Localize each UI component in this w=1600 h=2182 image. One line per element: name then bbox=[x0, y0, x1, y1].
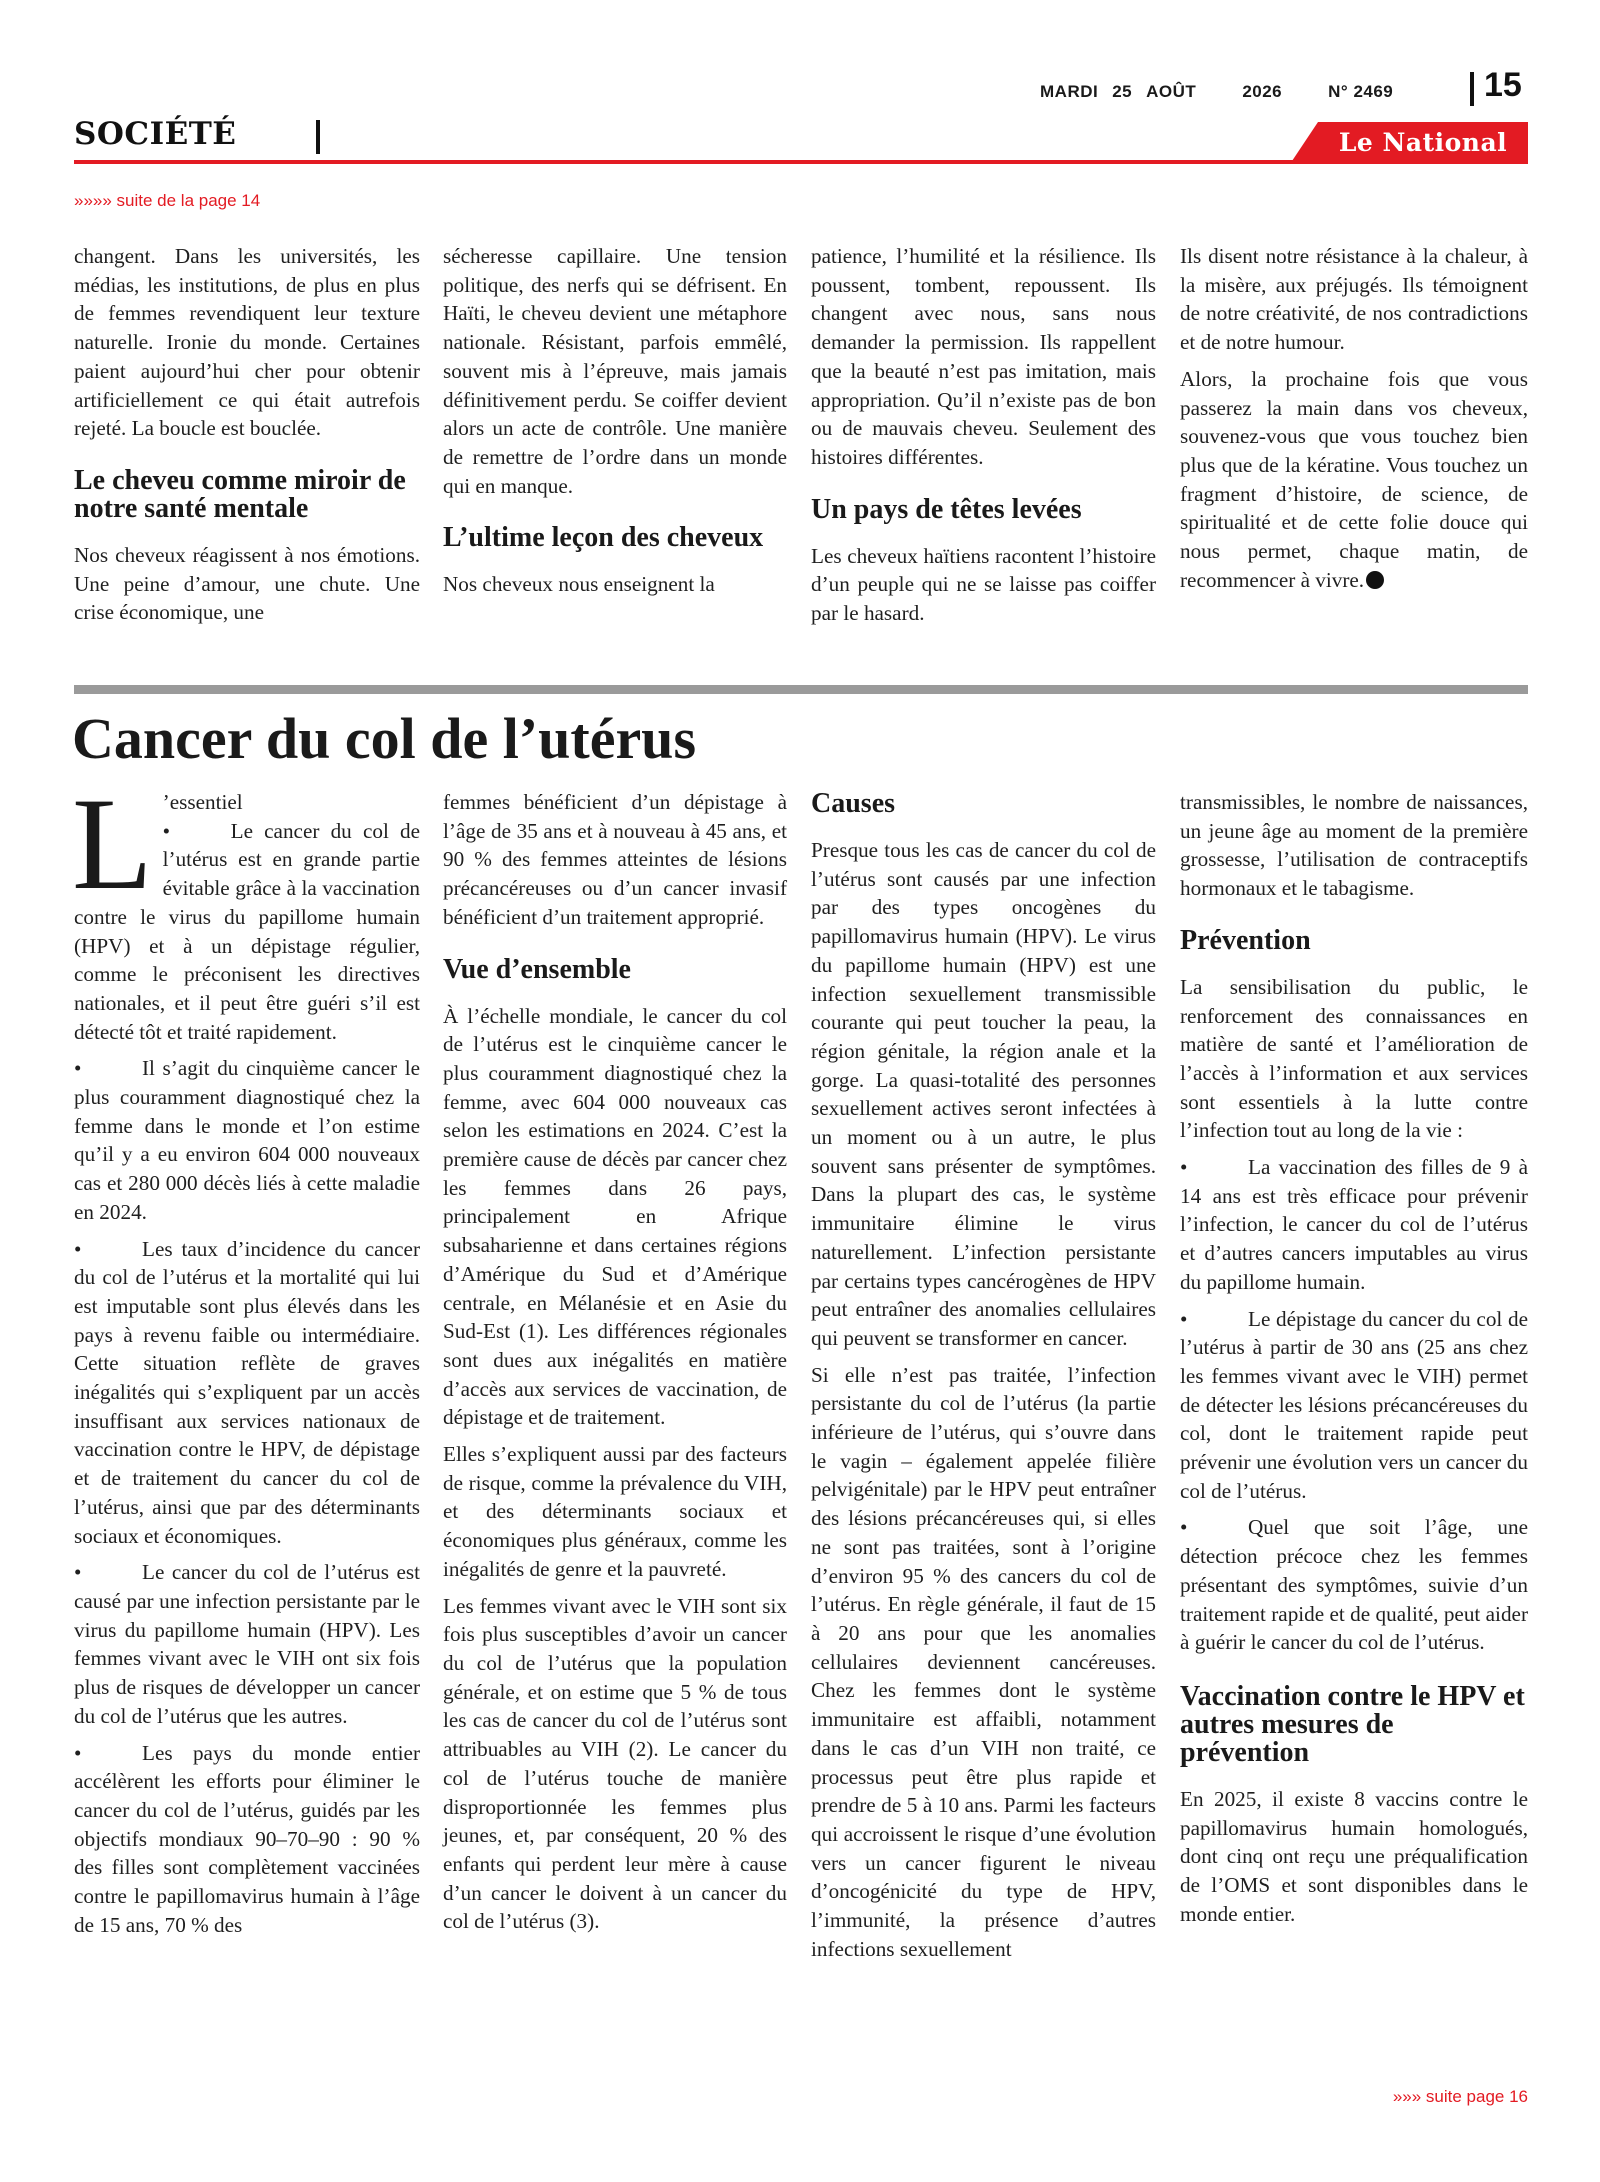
paragraph: La sensibilisation du public, le renforcement des connaissances en matière de santé et l’amélioration de l’accès à l’information et aux services sont essentiels à la lutte contre l’infection tout au long de la vie : bbox=[1180, 974, 1528, 1143]
continued-from-link[interactable]: »»»» suite de la page 14 bbox=[74, 191, 261, 210]
continued-to-link[interactable]: »»» suite page 16 bbox=[1392, 2087, 1528, 2106]
section-divider bbox=[316, 120, 320, 154]
bullet-icon: • bbox=[74, 1560, 82, 1585]
bullet-icon: • bbox=[1180, 1155, 1188, 1180]
bullet-icon: • bbox=[1180, 1515, 1188, 1540]
bullet-item bbox=[74, 1739, 420, 1940]
bullet-text: Le cancer du col de l’utérus est en grande partie évitable grâce à la vaccination contre le virus du papillome humain (HPV) et à un dépistage régulier, comme le préconisent les directives nationales, et il peut être guéri s’il est détecté tôt et traité rapidement. bbox=[74, 818, 420, 1044]
subheading: Vaccination contre le HPV et autres mesures de prévention bbox=[1180, 1680, 1525, 1768]
top-article-column-1 bbox=[74, 242, 420, 635]
bullet-item bbox=[74, 1235, 420, 1551]
bullet-icon: • bbox=[74, 1236, 82, 1261]
bullet-item bbox=[1180, 1305, 1528, 1506]
paragraph: Presque tous les cas de cancer du col de l’utérus sont causés par une infection par des types oncogènes du papillomavirus humain (HPV). Le virus du papillome humain (HPV) est une infection sexuellement transmissible courante qui peut toucher la peau, la région génitale, la région anale et la gorge. La quasi-totalité des personnes sexuellement actives seront infectées à un moment ou à un autre, le plus souvent sans présenter de symptômes. Dans la plupart des cas, le système immunitaire élimine le virus naturellement. L’infection persistante par certains types cancérogènes de HPV peut entraîner des anomalies cellulaires qui peuvent se transformer en cancer. bbox=[811, 838, 1156, 1350]
intro-label: ’essentiel bbox=[162, 790, 243, 814]
bullet-icon: • bbox=[74, 1056, 82, 1081]
article-separator-rule bbox=[74, 685, 1528, 694]
issue-year: 2026 bbox=[1242, 82, 1283, 101]
bullet-item bbox=[1180, 1153, 1528, 1297]
brand-name: Le National bbox=[1338, 128, 1508, 157]
paragraph: Si elle n’est pas traitée, l’infection persistante du col de l’utérus (la partie inférieure de l’utérus, qui s’ouvre dans le vagin – également appelée filière pelvigénitale) par le HPV peut entraîner des lésions précancéreuses qui, si elles ne sont pas traitées, sont à l’origine d’environ 95 % des cancers du col de l’utérus. En règle générale, il faut de 15 à 20 ans pour que les anomalies cellulaires deviennent cancéreuses. Chez les femmes dont le système immunitaire est affaibli, notamment dans le cas d’un VIH non traité, ce processus peut être plus rapide et prendre de 5 à 10 ans. Parmi les facteurs qui accroissent le risque d’une évolution vers un cancer figurent le niveau d’oncogénicité du type de HPV, l’immunité, la présence d’autres infections sexuellement bbox=[811, 1362, 1156, 1961]
issue-day: MARDI bbox=[1040, 82, 1099, 101]
paragraph: À l’échelle mondiale, le cancer du col de l’utérus est le cinquième cancer le plus couramment diagnostiqué chez la femme, avec 604 000 nouveaux cas selon les estimations en 2024. C’est la première cause de décès par cancer chez les femmes dans 26 pays, principalement en Afrique subsaharienne et dans certaines régions d’Amérique du Sud et d’Amérique centrale, en Mélanésie et en Asie du Sud-Est (1). Les différences régionales sont dues aux inégalités en matière d’accès aux services de vaccination, de dépistage et de traitement. bbox=[443, 1003, 787, 1430]
page-number: 15 bbox=[1484, 66, 1522, 104]
bullet-text: La vaccination des filles de 9 à 14 ans est très efficace pour prévenir l’infection, le cancer du col de l’utérus et d’autres cancers imputables au virus du papillome humain. bbox=[1180, 1155, 1528, 1294]
bullet-text: Les taux d’incidence du cancer du col de l’utérus et la mortalité qui lui est imputable sont plus élevés dans les pays à revenu faible ou intermédiaire. Cette situation reflète de graves inégalités qui s’expliquent par un accès insuffisant aux services nationaux de vaccination contre le HPV, de dépistage et de traitement du cancer du col de l’utérus, ainsi que par des déterminants sociaux et économiques. bbox=[74, 1236, 420, 1548]
paragraph: Ils disent notre résistance à la chaleur, à la misère, aux préjugés. Ils témoignent de notre créativité, de nos contradictions et de notre humour. bbox=[1180, 244, 1528, 355]
paragraph: sécheresse capillaire. Une tension politique, des nerfs qui se défrisent. En Haïti, le cheveu devient une métaphore nationale. Résistant, parfois emmêlé, souvent mis à l’épreuve, mais jamais définitivement perdu. Se coiffer devient alors un acte de contrôle. Une manière de remettre de l’ordre dans un monde qui en manque. bbox=[443, 244, 787, 498]
paragraph: Les cheveux haïtiens racontent l’histoire d’un peuple qui ne se laisse pas coiffer par le hasard. bbox=[811, 543, 1156, 626]
top-article-column-4 bbox=[1180, 242, 1528, 602]
paragraph: transmissibles, le nombre de naissances, un jeune âge au moment de la première grossesse, l’utilisation de contraceptifs hormonaux et le tabagisme. bbox=[1180, 790, 1528, 901]
paragraph: En 2025, il existe 8 vaccins contre le papillomavirus humain homologués, dont cinq ont reçu une préqualification de l’OMS et sont disponibles dans le monde entier. bbox=[1180, 1786, 1528, 1926]
bullet-text: Les pays du monde entier accélèrent les efforts pour éliminer le cancer du col de l’utérus, guidés par les objectifs mondiaux 90–70–90 : 90 % des filles sont complètement vaccinées contre le papillomavirus humain à l’âge de 15 ans, 70 % des bbox=[74, 1740, 420, 1937]
subheading: L’ultime leçon des cheveux bbox=[443, 522, 764, 554]
bullet-icon: • bbox=[162, 818, 171, 843]
issue-month: AOÛT bbox=[1146, 82, 1197, 101]
top-article-column-3 bbox=[811, 242, 1156, 636]
bullet-text: Il s’agit du cinquième cancer le plus couramment diagnostiqué chez la femme dans le monde et l’on estime qu’il y a eu environ 604 000 nouveaux cas et 280 000 décès liés à cette maladie en 2024. bbox=[74, 1056, 420, 1224]
paragraph-final bbox=[1180, 365, 1528, 595]
top-article-column-2 bbox=[443, 242, 787, 607]
bullet-text: Le cancer du col de l’utérus est causé par une infection persistante par le virus du papillome humain (HPV). Les femmes vivant avec le VIH ont six fois plus de risques de développer un cancer du col de l’utérus que les autres. bbox=[74, 1560, 420, 1728]
section-title: SOCIÉTÉ bbox=[74, 116, 237, 152]
paragraph: Les femmes vivant avec le VIH sont six fois plus susceptibles d’avoir un cancer du col de l’utérus que la population générale, et on estime que 5 % de tous les cas de cancer du col de l’utérus sont attribuables au VIH (2). Le cancer du col de l’utérus touche de manière disproportionnée les femmes plus jeunes, et, par conséquent, 20 % des enfants qui perdent leur mère à cause d’un cancer le doivent à un cancer du col de l’utérus (3). bbox=[443, 1593, 787, 1934]
paragraph-text: Alors, la prochaine fois que vous passerez la main dans vos cheveux, souvenez-vous que vous touchez bien plus que de la kératine. Vous touchez un fragment d’histoire, de science, de spiritualité et de cette folie douce qui nous permet, chaque matin, de recommencer à vivre. bbox=[1180, 366, 1528, 592]
issue-date-line bbox=[1040, 82, 1460, 102]
bullet-item bbox=[74, 1558, 420, 1730]
paragraph: Nos cheveux nous enseignent la bbox=[443, 572, 715, 597]
page-number-divider bbox=[1470, 72, 1474, 106]
main-article-column-3 bbox=[811, 790, 1156, 1971]
subheading: Le cheveu comme miroir de notre santé mentale bbox=[74, 464, 406, 524]
issue-date-number: 25 bbox=[1112, 82, 1133, 101]
bullet-icon: • bbox=[74, 1740, 82, 1765]
bullet-item bbox=[74, 1054, 420, 1226]
drop-cap: L bbox=[72, 770, 153, 917]
paragraph: Elles s’expliquent aussi par des facteurs de risque, comme la prévalence du VIH, et des déterminants sociaux et économiques plus généraux, comme les inégalités de genre et la pauvreté. bbox=[443, 1442, 787, 1581]
main-article-column-1 bbox=[72, 770, 420, 1947]
subheading: Vue d’ensemble bbox=[443, 953, 631, 985]
paragraph: femmes bénéficient d’un dépistage à l’âge de 35 ans et à nouveau à 45 ans, et 90 % des femmes atteintes de lésions précancéreuses ou d’un cancer invasif bénéficient d’un traitement approprié. bbox=[443, 790, 787, 929]
subheading: Causes bbox=[811, 788, 896, 819]
end-of-article-icon bbox=[1366, 571, 1384, 589]
subheading: Prévention bbox=[1180, 924, 1311, 956]
issue-number: N° 2469 bbox=[1328, 82, 1394, 101]
main-article-column-2 bbox=[443, 788, 787, 1944]
paragraph: Nos cheveux réagissent à nos émotions. Une peine d’amour, une chute. Une crise économique, une bbox=[74, 542, 420, 625]
main-article-column-4 bbox=[1180, 788, 1528, 1937]
paragraph: changent. Dans les universités, les médias, les institutions, de plus en plus de femmes revendiquent leur texture naturelle. Ironie du monde. Certaines paient aujourd’hui cher pour obtenir artificiellement ce qui était autrefois rejeté. La boucle est bouclée. bbox=[74, 244, 420, 441]
subheading: Un pays de têtes levées bbox=[811, 493, 1082, 525]
paragraph: patience, l’humilité et la résilience. Ils poussent, tombent, repoussent. Ils changent avec nous, sans nous demander la permission. Ils rappellent que la beauté n’est pas imitation, mais appropriation. Qu’il n’existe pas de bon ou de mauvais cheveu. Seulement des histoires différentes. bbox=[811, 244, 1156, 469]
bullet-item bbox=[1180, 1513, 1528, 1657]
bullet-text: Quel que soit l’âge, une détection précoce chez les femmes présentant des symptômes, suivie d’un traitement rapide et de qualité, peut aider à guérir le cancer du col de l’utérus. bbox=[1180, 1515, 1528, 1655]
bullet-text: Le dépistage du cancer du col de l’utérus à partir de 30 ans (25 ans chez les femmes vivant avec le VIH) permet de détecter les lésions précancéreuses du col, dont le traitement rapide peut prévenir une évolution vers un cancer du col de l’utérus. bbox=[1180, 1306, 1528, 1503]
article-title: Cancer du col de l’utérus bbox=[72, 706, 697, 771]
bullet-icon: • bbox=[1180, 1306, 1188, 1331]
